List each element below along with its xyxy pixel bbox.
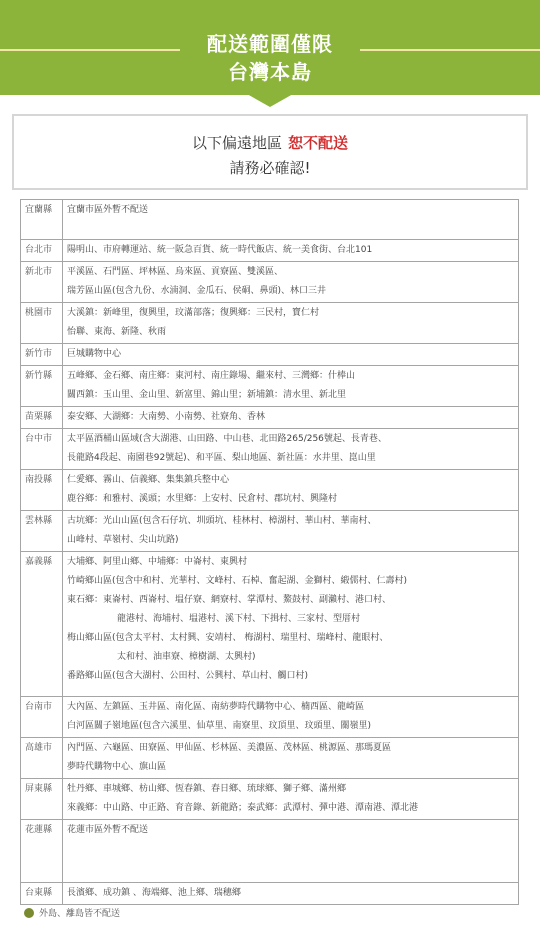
region-detail-line: 山峰村、草嶺村、尖山坑路) (67, 535, 179, 545)
region-name: 花蓮縣 (21, 820, 63, 883)
table-row (21, 407, 519, 429)
region-details (63, 344, 519, 366)
table-row (21, 511, 519, 552)
region-details (63, 407, 519, 429)
bullet-dot-icon (24, 908, 34, 918)
region-detail-line: 古坑鄉：光山山區(包含石仔坑、圳頭坑、桂林村、樟湖村、華山村、華南村、 (67, 516, 377, 526)
region-detail-line: 來義鄉：中山路、中正路、育音錄、新龍路；泰武鄉：武潭村、彈中港、潭南港、潭北港 (67, 803, 419, 813)
banner-arrow (247, 94, 293, 107)
region-detail-line: 怡聯、東海、新隆、秋雨 (67, 327, 167, 337)
footnote-text: 外島、離島皆不配送 (39, 909, 121, 919)
table-row (21, 200, 519, 240)
region-detail-line: 龍港村、海埔村、塭港村、溪下村、下揖村、三家村、型厝村 (117, 614, 361, 624)
table-row (21, 883, 519, 905)
region-name: 宜蘭縣 (21, 200, 63, 240)
region-detail-line: 大溪鎮：新峰里，復興里，玟滿部落；復興鄉：三民村，寶仁村 (67, 308, 320, 318)
region-details (63, 470, 519, 511)
header-banner (0, 0, 540, 95)
region-detail-line: 長濱鄉、成功鎮 、海端鄉、池上鄉、瑞穗鄉 (67, 888, 241, 898)
table-row (21, 366, 519, 407)
region-detail-line: 太平區酒桶山區域(含大湖港、山田路、中山巷、北田路265/256號起、長青巷、 (67, 434, 387, 444)
region-details (63, 820, 519, 883)
region-detail-line: 泰安鄉、大湖鄉：大南勢、小南勢、社寮角、香林 (67, 412, 266, 422)
region-details (63, 366, 519, 407)
region-detail-line: 大埔鄉、阿里山鄉、中埔鄉：中崙村、東興村 (67, 557, 248, 567)
region-name: 高雄市 (21, 738, 63, 779)
region-details (63, 779, 519, 820)
delivery-exclusion-table (20, 199, 519, 905)
region-name: 南投縣 (21, 470, 63, 511)
banner-title-line1: 配送範圍僅限 (207, 32, 333, 56)
region-detail-line: 東石鄉：東崙村、西崙村、塭仔寮、網寮村、掌潭村、鰲鼓村、副瀨村、港口村、 (67, 595, 392, 605)
region-detail-line: 鹿谷鄉：和雅村、溪頭；水里鄉：上安村、民倉村、郡坑村、興隆村 (67, 494, 338, 504)
region-detail-line: 太和村、油車寮、樟樹湖、太興村) (117, 652, 256, 662)
region-details (63, 552, 519, 697)
region-detail-line: 五峰鄉、金石鄉、南庄鄉：東河村、南庄錄場、繼來村、三灣鄉：什棒山 (67, 371, 356, 381)
notice-emphasis: 恕不配送 (288, 134, 349, 152)
region-details (63, 697, 519, 738)
table-row (21, 697, 519, 738)
table-row (21, 262, 519, 303)
region-detail-line: 花蓮市區外暫不配送 (67, 825, 149, 835)
region-details (63, 200, 519, 240)
region-detail-line: 梅山鄉山區(包含太平村、太村興、安靖村、 梅湖村、瑞里村、瑞峰村、龍眼村、 (67, 633, 389, 643)
region-name: 屏東縣 (21, 779, 63, 820)
region-details (63, 883, 519, 905)
region-detail-line: 關西鎮：玉山里、金山里、新富里、錦山里；新埔鎮：清水里、新北里 (67, 390, 347, 400)
region-detail-line: 牡丹鄉、車城鄉、枋山鄉、恆春鎮、春日鄉、琉球鄉、獅子鄉、滿州鄉 (67, 784, 347, 794)
region-name: 台北市 (21, 240, 63, 262)
region-detail-line: 番路鄉山區(包含大湖村、公田村、公興村、草山村、觸口村) (67, 671, 309, 681)
notice-prefix: 以下偏遠地區 (191, 134, 282, 152)
table-row (21, 429, 519, 470)
table-row (21, 738, 519, 779)
region-details (63, 262, 519, 303)
footnote (24, 906, 120, 919)
region-details (63, 511, 519, 552)
notice-line2: 請務必確認! (229, 159, 311, 177)
region-details (63, 240, 519, 262)
region-name: 苗栗縣 (21, 407, 63, 429)
region-detail-line: 陽明山、市府轉運站、統一阪急百貨、統一時代飯店、統一美食街、台北101 (67, 245, 373, 255)
region-name: 桃園市 (21, 303, 63, 344)
region-name: 新北市 (21, 262, 63, 303)
region-name: 新竹市 (21, 344, 63, 366)
region-detail-line: 夢時代購物中心、旗山區 (67, 762, 167, 772)
region-detail-line: 平溪區、石門區、坪林區、烏來區、貢寮區、雙溪區、 (67, 267, 284, 277)
region-name: 台南市 (21, 697, 63, 738)
region-detail-line: 瑞芳區山區(包含九份、水湳洞、金瓜石、侯硐、鼻頭)、林口三井 (67, 286, 327, 296)
region-detail-line: 仁愛鄉、霧山、信義鄉、集集鎮兵整中心 (67, 475, 230, 485)
region-name: 雲林縣 (21, 511, 63, 552)
region-details (63, 429, 519, 470)
region-detail-line: 內門區、六龜區、田寮區、甲仙區、杉林區、美濃區、茂林區、桃源區、那瑪夏區 (67, 743, 392, 753)
region-detail-line: 長龍路4段起、南園巷92號起)、和平區、梨山地區、新社區：水井里、崑山里 (67, 453, 376, 463)
region-detail-line: 竹崎鄉山區(包含中和村、光華村、文峰村、石棹、奮起湖、金獅村、緞儒村、仁壽村) (67, 576, 408, 586)
table-row (21, 470, 519, 511)
banner-title-line2: 台灣本島 (228, 60, 312, 84)
region-detail-line: 巨城購物中心 (67, 349, 122, 359)
notice-box (12, 114, 528, 190)
region-details (63, 738, 519, 779)
table-row (21, 552, 519, 697)
region-detail-line: 白河區關子嶺地區(包含六溪里、仙草里、南寮里、玟頂里、玟頭里、關嶺里) (67, 721, 372, 731)
table-row (21, 779, 519, 820)
table-row (21, 820, 519, 883)
region-name: 嘉義縣 (21, 552, 63, 697)
table-row (21, 240, 519, 262)
region-name: 台東縣 (21, 883, 63, 905)
region-name: 新竹縣 (21, 366, 63, 407)
region-details (63, 303, 519, 344)
table-row (21, 344, 519, 366)
region-name: 台中市 (21, 429, 63, 470)
notice-line1 (14, 132, 526, 153)
region-detail-line: 大內區、左鎮區、玉井區、南化區、南紡夢時代購物中心、楠西區、龍崎區 (67, 702, 365, 712)
table-row (21, 303, 519, 344)
region-detail-line: 宜蘭市區外暫不配送 (67, 205, 149, 215)
